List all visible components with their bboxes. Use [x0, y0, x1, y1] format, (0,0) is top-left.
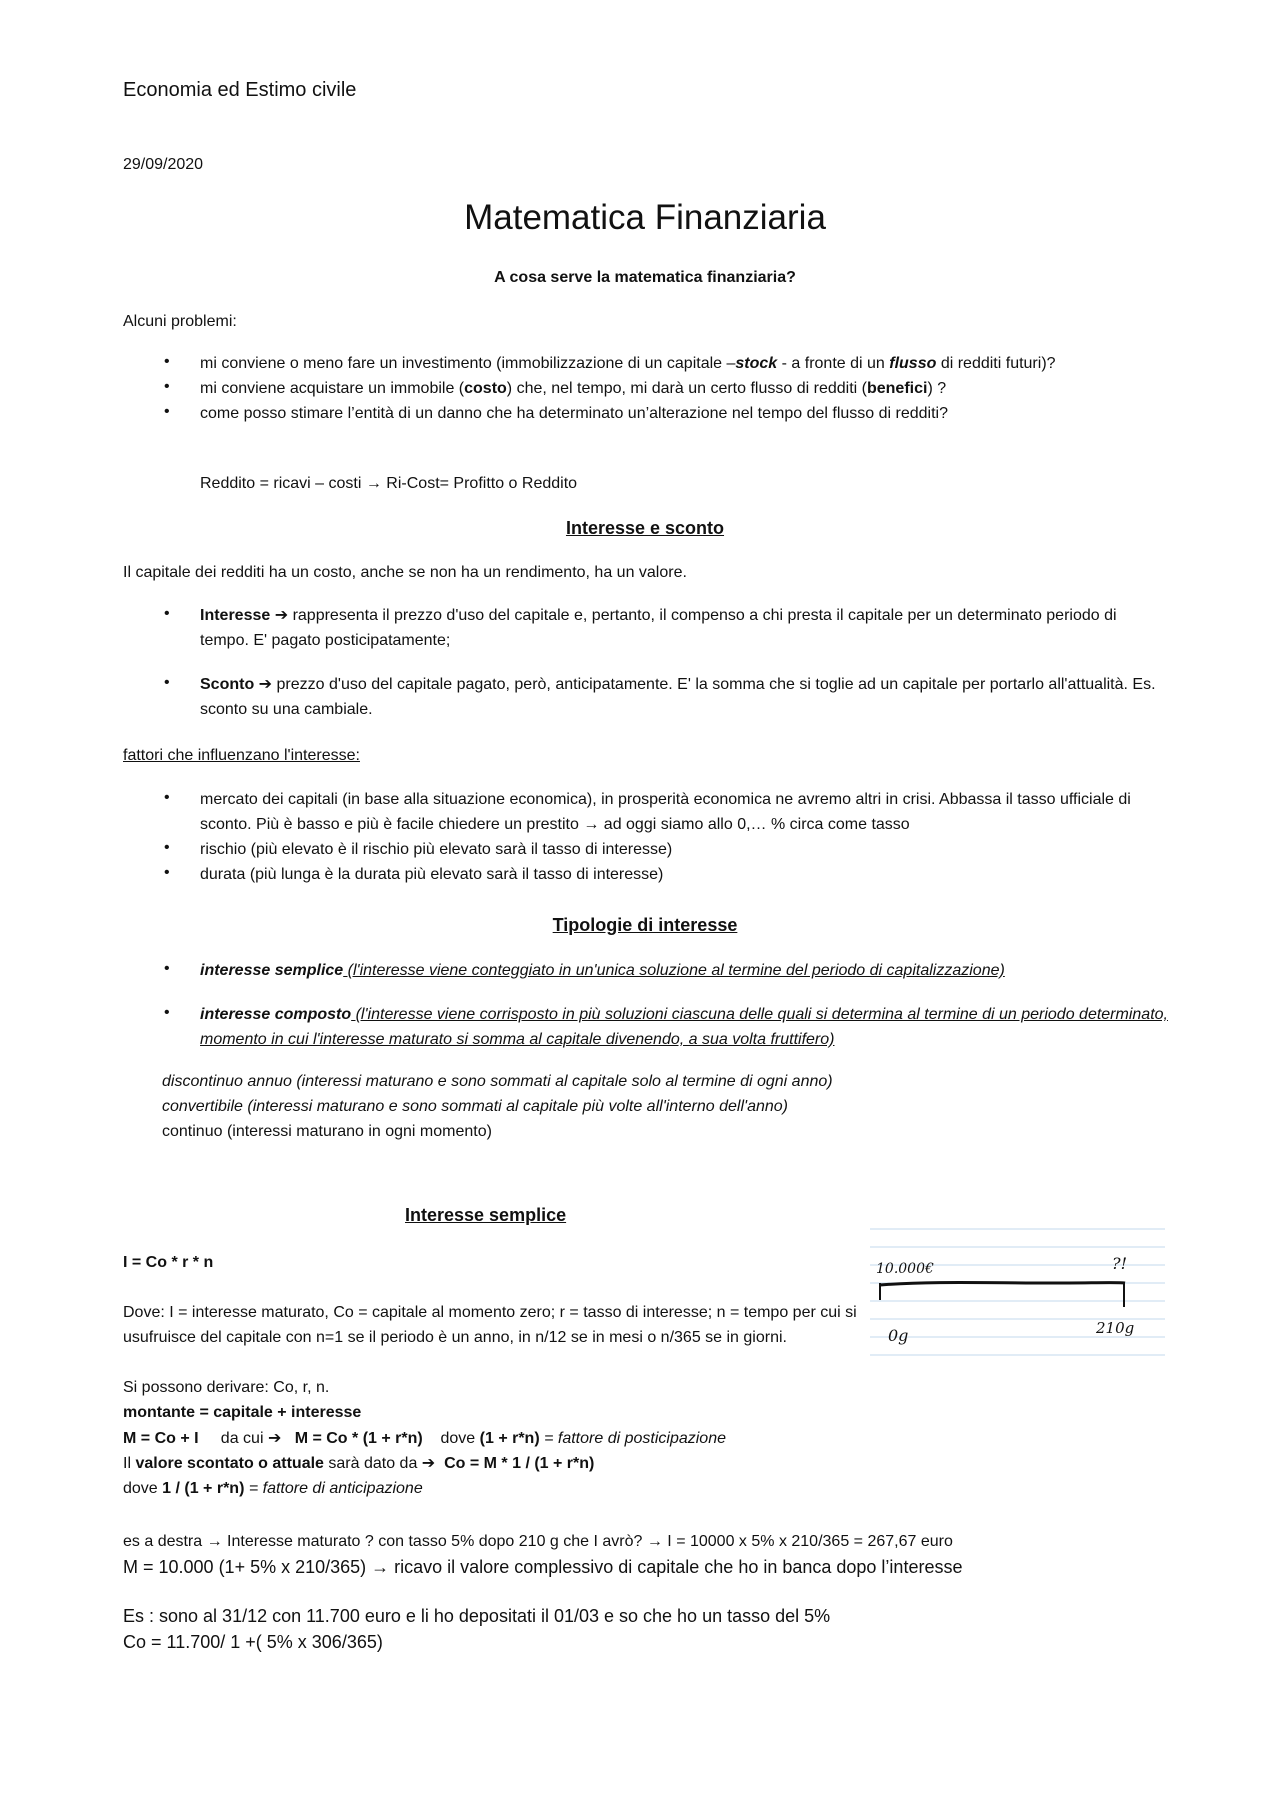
sketch-start-label: 0g — [888, 1326, 909, 1345]
bullet: • — [164, 960, 170, 977]
formula-interesse: I = Co * r * n — [123, 1254, 214, 1271]
list-item: durata (più lunga è la durata più elevato sarà il tasso di interesse) — [200, 866, 664, 883]
document-header: Economia ed Estimo civile — [123, 79, 357, 101]
bullet: • — [164, 1004, 170, 1021]
fattore-anticipazione: dove 1 / (1 + r*n) = fattore di anticipazione — [123, 1480, 423, 1497]
section-heading-semplice: Interesse semplice — [405, 1205, 567, 1225]
intro-text: Alcuni problemi: — [123, 313, 237, 330]
esempio-line-4: Co = 11.700/ 1 +( 5% x 306/365) — [123, 1632, 383, 1652]
bullet: • — [164, 605, 170, 622]
sketch-question-label: ?! — [1112, 1254, 1128, 1273]
list-item: come posso stimare l’entità di un danno che ha determinato un’alterazione nel tempo del flusso di redditi? — [200, 405, 948, 422]
reddito-formula: Reddito = ricavi – costi → Ri-Cost= Profitto o Reddito — [200, 475, 578, 492]
montante-formula: M = Co + I da cui ➔ M = Co * (1 + r*n) dove (1 + r*n) = fattore di posticipazione — [123, 1430, 726, 1447]
list-item: mercato dei capitali (in base alla situazione economica), in prosperità economica ne avremo altri in crisi. Abbassa il tasso ufficiale di sconto. Più è basso e più è facile chiedere un prestito → ad oggi siamo allo 0,… % circa come tasso — [200, 791, 1131, 833]
esempio-line-3: Es : sono al 31/12 con 11.700 euro e li ho depositati il 01/03 e so che ho un tasso del 5% — [123, 1606, 831, 1626]
esempio-line-2: M = 10.000 (1+ 5% x 210/365) → ricavo il valore complessivo di capitale che ho in banca dopo l’interesse — [123, 1557, 963, 1577]
bullet: • — [164, 864, 170, 881]
montante-text: montante = capitale + interesse — [123, 1404, 362, 1421]
esempio-line-1: es a destra → Interesse maturato ? con tasso 5% dopo 210 g che I avrò? → I = 10000 x 5% x 210/365 = 267,67 euro — [123, 1533, 953, 1550]
fattori-heading: fattori che influenzano l'interesse: — [123, 747, 360, 764]
valore-attuale: Il valore scontato o attuale sarà dato da ➔ Co = M * 1 / (1 + r*n) — [123, 1455, 595, 1472]
definition-sconto: Sconto ➔ prezzo d'uso del capitale pagato, però, anticipatamente. E' la somma che si toglie ad un capitale per portarlo all'attualità. Es. sconto su una cambiale. — [200, 676, 1156, 718]
bullet: • — [164, 353, 170, 370]
derivare-text: Si possono derivare: Co, r, n. — [123, 1379, 330, 1396]
sketch-end-label: 210g — [1096, 1319, 1135, 1337]
tipo-continuo: continuo (interessi maturano in ogni momento) — [162, 1123, 492, 1140]
definition-interesse: Interesse ➔ rappresenta il prezzo d'uso del capitale e, pertanto, il compenso a chi presta il capitale per un determinato periodo di tempo. E' pagato posticipatamente; — [200, 607, 1117, 649]
list-item: mi conviene acquistare un immobile (costo) che, nel tempo, mi darà un certo flusso di redditi (benefici) ? — [200, 380, 947, 397]
tipologia-composto: interesse composto (l'interesse viene corrisposto in più soluzioni ciascuna delle quali si determina al termine di un periodo determinato, momento in cui l'interesse maturato si somma al capitale divenendo, a sua volta fruttifero) — [200, 1006, 1168, 1048]
subtitle-question: A cosa serve la matematica finanziaria? — [494, 269, 796, 286]
bullet: • — [164, 839, 170, 856]
dove-text: Dove: I = interesse maturato, Co = capitale al momento zero; r = tasso di interesse; n = tempo per cui si usufruisce del capitale con n=1 se il periodo è un anno, in n/12 se in mesi o n/365 se in giorni. — [123, 1304, 857, 1346]
sketch-capital-label: 10.000€ — [876, 1261, 934, 1277]
bullet: • — [164, 403, 170, 420]
bullet: • — [164, 789, 170, 806]
tipologia-semplice: interesse semplice (l'interesse viene conteggiato in un'unica soluzione al termine del periodo di capitalizzazione) — [200, 962, 1005, 979]
bullet: • — [164, 674, 170, 691]
timeline-line — [880, 1283, 1125, 1286]
tipo-convertibile: convertibile (interessi maturano e sono sommati al capitale più volte all'interno dell'anno) — [162, 1098, 788, 1115]
section-heading-interesse-sconto: Interesse e sconto — [565, 518, 725, 538]
page-title: Matematica Finanziaria — [464, 198, 826, 237]
tipo-discontinuo: discontinuo annuo (interessi maturano e sono sommati al capitale solo al termine di ogni anno) — [162, 1073, 833, 1090]
bullet: • — [164, 378, 170, 395]
timeline-sketch — [870, 1225, 1170, 1375]
list-item: rischio (più elevato è il rischio più elevato sarà il tasso di interesse) — [200, 841, 673, 858]
section-intro: Il capitale dei redditi ha un costo, anche se non ha un rendimento, ha un valore. — [123, 564, 687, 581]
section-heading-tipologie: Tipologie di interesse — [552, 915, 738, 935]
document-date: 29/09/2020 — [123, 156, 204, 173]
list-item: mi conviene o meno fare un investimento (immobilizzazione di un capitale –stock - a fronte di un flusso di redditi futuri)? — [200, 355, 1056, 372]
